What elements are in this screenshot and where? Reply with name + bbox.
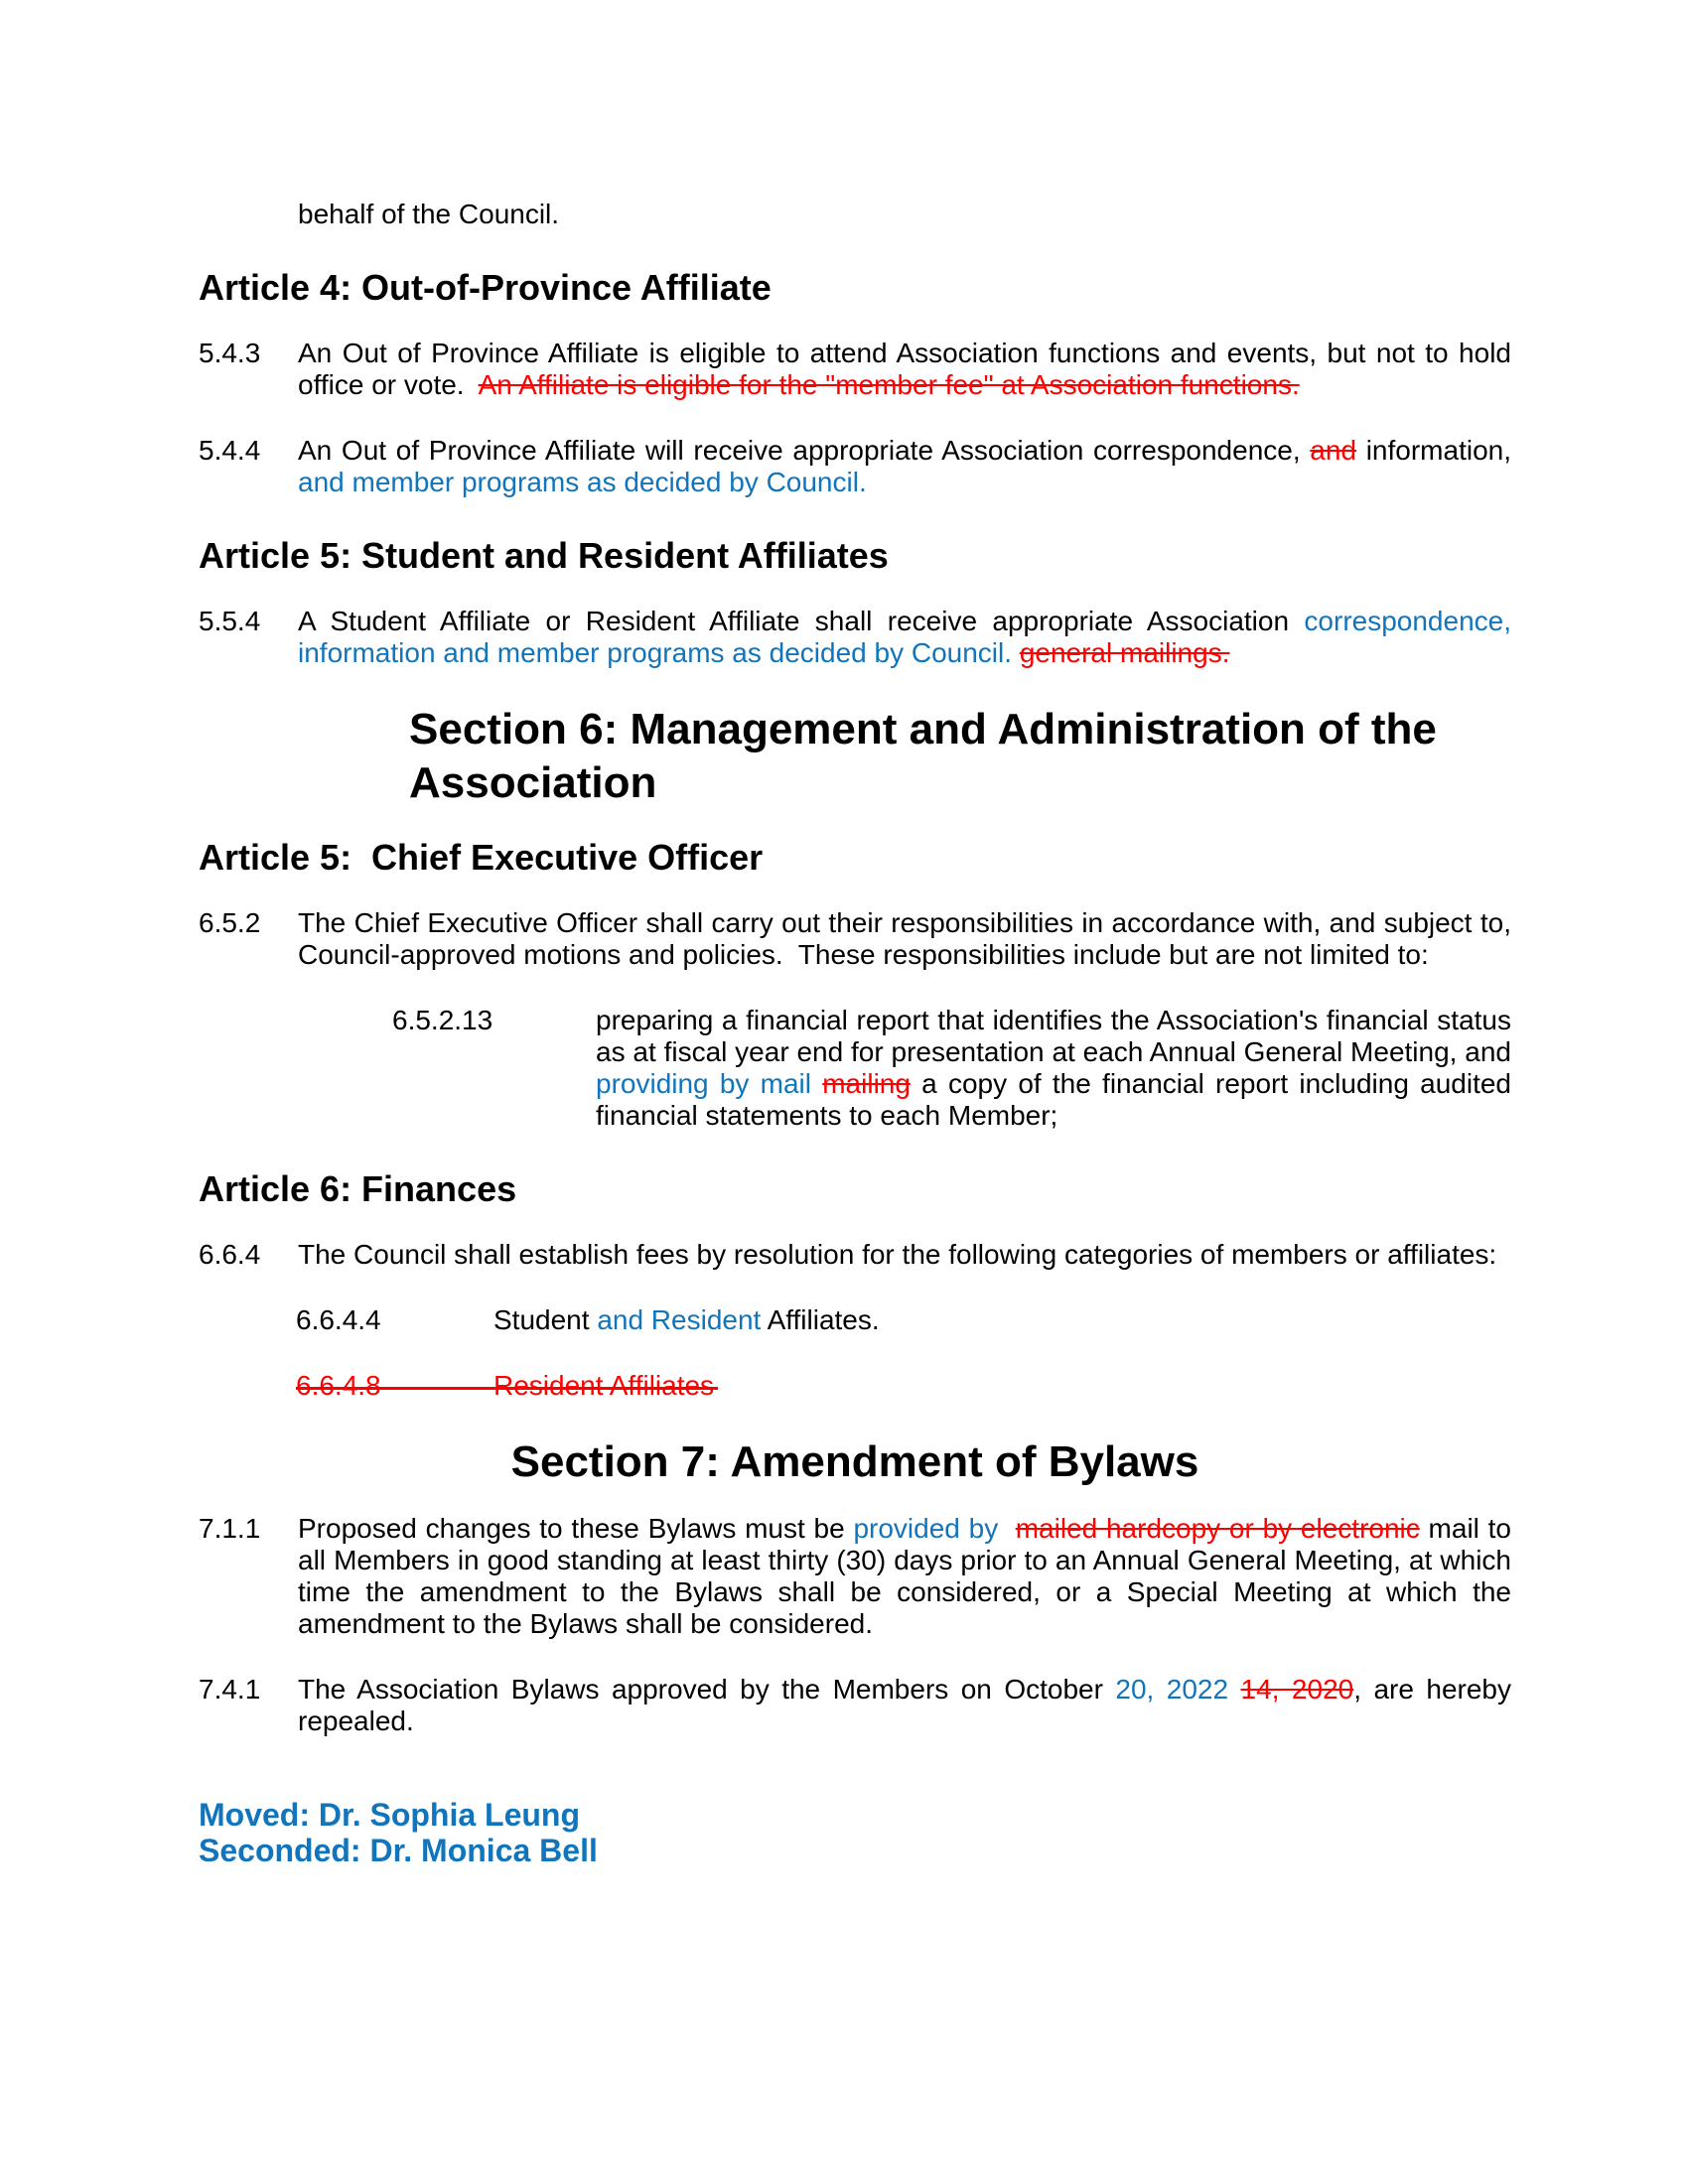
moved-line: Moved: Dr. Sophia Leung (199, 1797, 581, 1833)
clause-number: 6.6.4.4 (296, 1304, 381, 1335)
text-run: behalf of the Council. (298, 199, 560, 229)
clause-6-6-4-4 (296, 1304, 1511, 1336)
clause-number: 7.4.1 (199, 1674, 261, 1705)
clause-number: 6.5.2 (199, 907, 261, 938)
text-run: A Student Affiliate or Resident Affiliate shall receive appropriate Association (298, 606, 1305, 636)
text-run: a copy of the financial report including audited financial statements to each Member; (596, 1068, 1511, 1131)
deleted-text-run: mailing (822, 1068, 911, 1099)
clause-number (199, 199, 298, 230)
text-run (1012, 637, 1020, 668)
section-6-heading (409, 703, 1511, 810)
clause-text (298, 1674, 1511, 1737)
article-5-ceo-heading: Article 5: Chief Executive Officer (199, 837, 764, 878)
clause-6-6-4 (199, 1239, 1511, 1271)
text-run: The Council shall establish fees by resolution for the following categories of members or affiliates: (298, 1239, 1497, 1270)
article-4-heading: Article 4: Out-of-Province Affiliate (199, 267, 772, 308)
clause-5-5-4 (199, 606, 1511, 669)
text-run: Proposed changes to these Bylaws must be (298, 1513, 854, 1544)
inserted-text-run: and Resident (597, 1304, 762, 1335)
clause-text (298, 435, 1511, 498)
text-run: information, (1356, 435, 1511, 466)
clause-number: 5.4.4 (199, 435, 261, 466)
clause-number: 5.5.4 (199, 606, 261, 636)
continuation-paragraph (199, 199, 1511, 230)
text-run (998, 1513, 1016, 1544)
clause-text (298, 1239, 1511, 1271)
deleted-text-run: mailed hardcopy or by electronic (1015, 1513, 1420, 1544)
section-7-heading: Section 7: Amendment of Bylaws (510, 1437, 1199, 1486)
clause-number: 7.1.1 (199, 1513, 261, 1544)
text-run: Affiliates. (761, 1304, 880, 1335)
clause-text (493, 1304, 1511, 1336)
clause-text: Resident Affiliates (493, 1370, 715, 1401)
clause-text (298, 606, 1511, 669)
deleted-text-run: and (1310, 435, 1357, 466)
motion-block (199, 1797, 1511, 1868)
clause-number: 6.6.4.8 (296, 1370, 381, 1401)
inserted-text-run: providing by mail (596, 1068, 811, 1099)
text-run (1228, 1674, 1240, 1705)
clause-7-1-1 (199, 1513, 1511, 1640)
text-run: mail to all Members in good standing at least thirty (30) days prior to an Annual General Meeting, at which time the amendment to the Bylaws shall be considered, or a Special Meeting at which the amendment to the Bylaws shall be considered. (298, 1513, 1512, 1639)
text-run (811, 1068, 822, 1099)
section-6-heading-line-1: Section 6: Management and Administration of the (409, 705, 1437, 753)
text-run: The Chief Executive Officer shall carry out their responsibilities in accordance with, and subject to, Council-approved motions and policies. These responsibilities include but are not limited to: (298, 907, 1511, 970)
clause-text (298, 199, 1511, 230)
text-run: The Association Bylaws approved by the Members on October (298, 1674, 1116, 1705)
clause-number: 6.6.4 (199, 1239, 261, 1270)
article-5-heading: Article 5: Student and Resident Affiliates (199, 535, 889, 576)
deleted-text-run: An Affiliate is eligible for the "member fee" at Association functions. (478, 369, 1300, 400)
text-run: Student (493, 1304, 598, 1335)
inserted-text-run: 20, 2022 (1115, 1674, 1229, 1705)
article-6-heading: Article 6: Finances (199, 1168, 517, 1209)
seconded-line: Seconded: Dr. Monica Bell (199, 1833, 598, 1868)
deleted-text-run: general mailings. (1019, 637, 1230, 668)
clause-number: 5.4.3 (199, 338, 261, 368)
text-run: An Out of Province Affiliate will receive appropriate Association correspondence, (298, 435, 1311, 466)
clause-text (596, 1005, 1511, 1132)
inserted-text-run: correspondence, information and member programs as decided by Council. (298, 606, 1511, 668)
clause-text (298, 907, 1511, 971)
clause-5-4-3 (199, 338, 1511, 401)
clause-text (298, 338, 1511, 401)
document-body (199, 199, 1511, 1868)
clause-6-6-4-8-deleted (296, 1370, 1511, 1402)
clause-5-4-4 (199, 435, 1511, 498)
inserted-text-run: and member programs as decided by Council. (298, 467, 867, 497)
clause-7-4-1 (199, 1674, 1511, 1737)
text-run: An Out of Province Affiliate is eligible to attend Association functions and events, but not to hold office or vote. (298, 338, 1511, 400)
text-run: preparing a financial report that identifies the Association's financial status as at fiscal year end for presentation at each Annual General Meeting, and (596, 1005, 1511, 1067)
section-6-heading-line-2: Association (409, 758, 657, 807)
deleted-text-run: 14, 2020 (1240, 1674, 1354, 1705)
inserted-text-run: provided by (853, 1513, 999, 1544)
clause-number: 6.5.2.13 (392, 1005, 493, 1035)
text-run: , are hereby repealed. (298, 1674, 1511, 1736)
clause-6-5-2-13 (392, 1005, 1511, 1132)
clause-6-5-2 (199, 907, 1511, 971)
clause-text (298, 1513, 1511, 1640)
